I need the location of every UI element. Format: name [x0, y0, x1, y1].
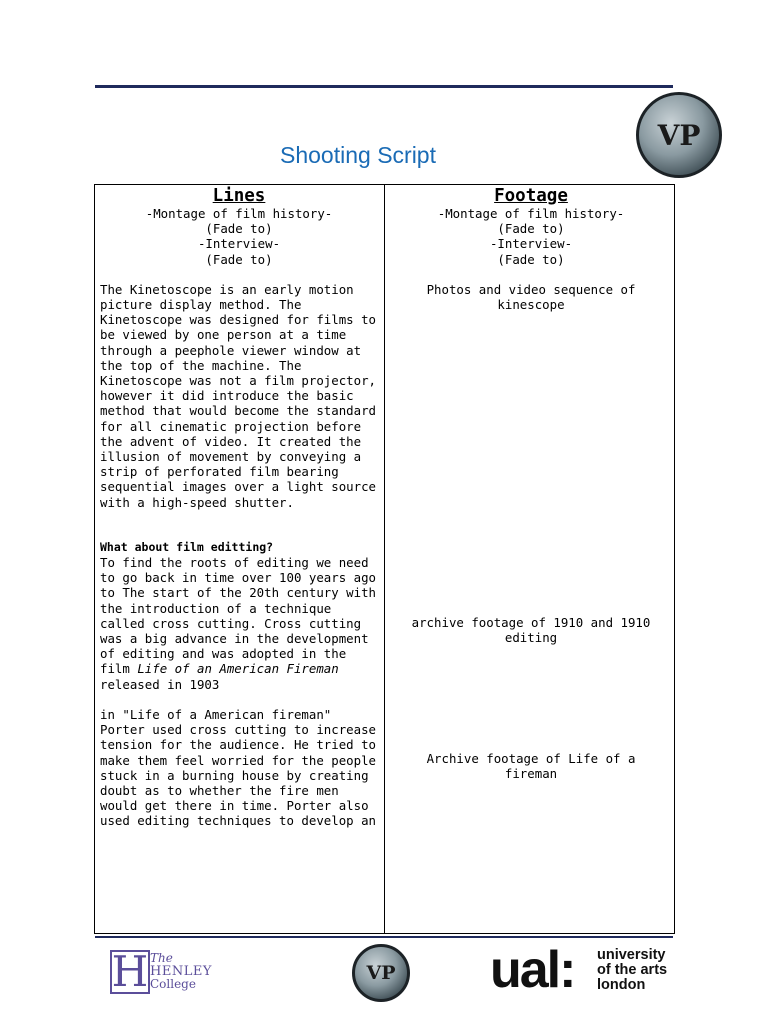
footer-rule: [95, 936, 673, 938]
editing-text-end: released in 1903: [100, 676, 220, 692]
henley-line: College: [150, 977, 196, 991]
footage-column: [390, 185, 672, 781]
intro-line: -Montage of film history-: [145, 206, 333, 221]
editing-paragraph: [100, 555, 378, 692]
ual-name: [597, 948, 667, 993]
fireman-footage: Archive footage of Life of a fireman: [426, 750, 636, 781]
vp-logo-footer: [352, 944, 410, 1002]
editing-footage: archive footage of 1910 and 1910 editing: [411, 615, 651, 646]
ual-name-line: of the arts: [597, 962, 668, 978]
intro-footage-line: (Fade to): [497, 251, 565, 267]
intro-line: (Fade to): [205, 221, 273, 237]
kinetoscope-footage: Photos and video sequence of kinescope: [426, 281, 636, 313]
ual-name-line: london: [597, 977, 646, 993]
intro-footage-line: (Fade to): [497, 221, 565, 237]
kinetoscope-paragraph: The Kinetoscope is an early motion picture display method. The Kinetoscope was designed for films to be viewed by one person at a time through a peephole viewer window at the top of the machine. The Kinetoscope was not a film projector, however it did introduce the basic method that would become the standard for all cinematic projection before the advent of video. It created the illusion of movement by conveying a strip of perforated film bearing sequential images over a light source with a high-speed shutter.: [100, 281, 377, 510]
header-rule: [95, 85, 673, 88]
henley-line: HENLEY: [150, 964, 212, 979]
ual-name-line: university: [597, 947, 666, 963]
intro-line: (Fade to): [205, 251, 273, 267]
footage-header: Footage: [494, 186, 568, 206]
vp-logo-text: VP: [657, 118, 701, 152]
film-title: Life of an American Fireman: [137, 661, 339, 677]
intro-line: -Interview-: [197, 236, 281, 252]
editing-text: To find the roots of editing we need to go back in time over 100 years ago to The start of the 20th century with the introduction of a technique called cross cutting. Cross cutting was a big advance in the development of editing and was adopted in the film: [100, 555, 377, 677]
intro-footage-line: -Montage of film history-: [437, 206, 625, 221]
lines-header: Lines: [212, 186, 266, 206]
script-table: [94, 184, 675, 934]
lines-column: [100, 185, 378, 829]
page-title: Shooting Script: [280, 142, 436, 168]
ual-mark: ual:: [490, 941, 575, 999]
vp-logo-text: VP: [366, 962, 396, 984]
editing-question: What about film editting?: [100, 539, 274, 554]
fireman-paragraph: in "Life of a American fireman" Porter used cross cutting to increase tension for the audience. He tried to make them feel worried for the people stuck in a burning house by creating doubt as to whether the fire men would get there in time. Porter also used editing techniques to develop an: [100, 706, 377, 829]
intro-footage-line: -Interview-: [489, 236, 573, 252]
henley-wordmark: [150, 952, 212, 991]
henley-h-mark: H: [111, 947, 149, 996]
henley-line: The: [150, 951, 173, 965]
henley-college-logo: [110, 947, 215, 996]
column-divider: [384, 185, 385, 933]
